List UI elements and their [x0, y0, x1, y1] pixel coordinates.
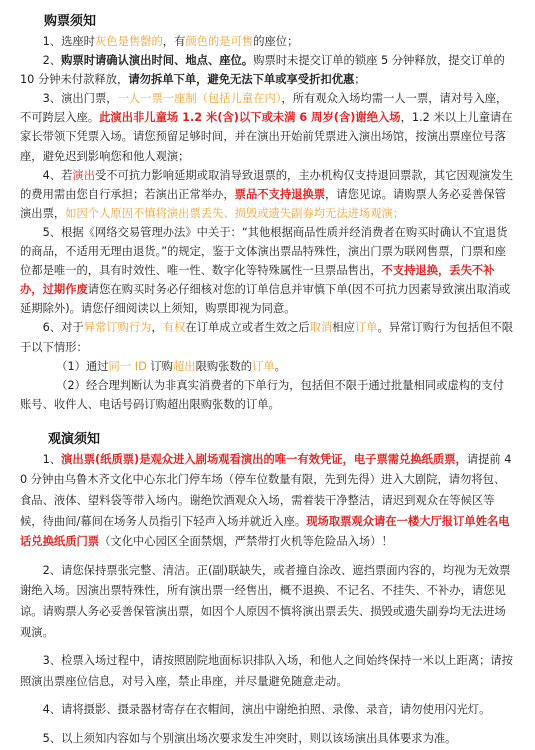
- viewing-notice-paragraph: [20, 729, 515, 750]
- text-run: 订单: [252, 359, 275, 373]
- text-run: 限购张数的: [195, 359, 253, 373]
- text-run: 4、若: [42, 168, 73, 182]
- text-run: 订单: [354, 321, 378, 335]
- text-run: 有权: [162, 321, 186, 335]
- viewing-notice-title: 观演须知: [48, 431, 101, 447]
- purchase-notice-sub-items: [20, 357, 515, 414]
- viewing-notice: [20, 430, 515, 750]
- text-run: 如因个人原因不慎将演出票丢失、损毁或遗失副券均无法进场观演；: [65, 206, 405, 220]
- text-run: 此演出非儿童场 1.2 米(含)以下或未满 6 周岁(含)谢绝入场: [99, 111, 401, 125]
- text-run: 3、演出门票，: [42, 92, 118, 106]
- purchase-notice-sub-item: [20, 376, 515, 414]
- text-run: 1、: [42, 452, 62, 466]
- text-run: 演出: [72, 168, 95, 182]
- purchase-notice-title: 购票须知: [44, 14, 97, 29]
- text-run: 不支持退换，丢失不补办，过期作废: [20, 264, 495, 297]
- text-run: ，所有观众入场均需一人一票，请对号入座，不可跨层入座。: [20, 92, 508, 125]
- purchase-notice-paragraph: [20, 51, 515, 89]
- text-run: （文化中心园区全面禁烟，严禁带打火机等危险品入场）！: [99, 535, 393, 549]
- text-run: 受不可抗力影响延期或取消导致退票的，主办机构仅支持退回票款，其它因观演发生的费用需由您自行承担；若演出正常举办，: [20, 168, 513, 201]
- purchase-notice-paragraph: [20, 166, 515, 223]
- text-run: 2、请您保持票张完整、清洁。正(副)联缺失，或者撞自涂改、遮挡票面内容的，均视为无效票谢绝入场。因演出票特殊性，所有演出票一经售出，概不退换、不记名、不挂失、不补办，请您见谅。请购票人务必妥善保管演出票，如因个人原因不慎将演出票丢失、损毁或遗失副券均无法进场观演。: [20, 563, 511, 639]
- text-run: ，请您见谅。请购票人务必妥善保管演出票，: [20, 187, 506, 220]
- text-run: （1）通过: [56, 359, 109, 373]
- text-run: 在订单成立或者生效之后: [185, 321, 310, 335]
- text-run: 相应: [332, 321, 355, 335]
- text-run: 。异常订购行为包括但不限于以下情形：: [20, 321, 514, 354]
- text-run: ，1.2 米以上儿童请在家长带领下凭票入场。请您预留足够时间，并在演出开始前凭票进入演出场馆，按演出票座位号落座，避免迟到影响您和他人观演；: [20, 111, 513, 163]
- text-run: 5、根据《网络交易管理办法》中关于：“其他根据商品性质并经消费者在购买时确认不宜退货的商品，不适用无理由退货。”的规定，鉴于文体演出票品特殊性，演出门票为联网售票，门票和座位都是唯一的，具有时效性、唯一性、数字化等特殊属性一旦票品售出，: [20, 225, 508, 278]
- text-run: 灰色是售罄的: [94, 35, 163, 48]
- purchase-notice-paragraph: [20, 318, 515, 356]
- text-run: 6、对于: [42, 321, 84, 335]
- text-run: 颜色的是可售: [185, 35, 254, 48]
- text-run: 票品不支持退换票: [234, 187, 326, 201]
- text-run: 1、选座时: [42, 35, 95, 48]
- text-run: （2）经合理判断认为非真实消费者的下单行为，包括但不限于通过批量相同或虚构的支付账号、收件人、电话号码订购超出限购张数的订单。: [20, 378, 504, 411]
- purchase-notice-paragraph: [20, 223, 515, 318]
- text-run: 超出: [172, 359, 196, 373]
- text-run: 演出票(纸质票)是观众进入剧场观看演出的唯一有效凭证，电子票需兑换纸质票，: [61, 452, 467, 466]
- text-run: 5、以上须知内容如与个别演出场次要求发生冲突时，则以该场演出具体要求为准。: [42, 732, 457, 745]
- text-run: 取消: [309, 321, 333, 335]
- text-run: 2、: [42, 54, 62, 68]
- text-run: 4、请将摄影、摄录器材寄存在衣帽间，演出中谢绝拍照、录像、录音，请勿使用闪光灯。: [42, 703, 491, 717]
- text-run: 订购: [146, 359, 173, 373]
- viewing-notice-paragraph: [20, 450, 515, 553]
- viewing-notice-paragraph: [20, 651, 515, 692]
- viewing-notice-paragraph: [20, 700, 515, 721]
- text-run: ，: [151, 321, 163, 335]
- text-run: 3、检票入场过程中，请按照剧院地面标识排队入场，和他人之间始终保持一米以上距离；请按照演出票座位信息，对号入座，禁止串座，并尽量避免随意走动。: [20, 654, 513, 688]
- purchase-notice-sub-item: [20, 357, 515, 376]
- text-run: 。: [274, 359, 286, 373]
- viewing-notice-paragraphs: [20, 450, 515, 750]
- text-run: 请您在购买时务必仔细核对您的订单信息并审慎下单(因不可抗力因素导致演出取消或延期除外)。请您仔细阅读以上须知，购票即视为同意。: [20, 283, 511, 316]
- purchase-notice-paragraph: [20, 32, 515, 51]
- text-run: 现场取票观众请在一楼大厅报订单姓名电话兑换纸质门票: [20, 514, 510, 549]
- text-run: 同一 ID: [108, 359, 147, 373]
- text-run: 购票时未提交订单的锁座 5 分钟释放，提交订单的 10 分钟未付款释放，: [20, 54, 505, 87]
- purchase-notice-paragraph: [20, 89, 515, 165]
- text-run: ，有: [162, 35, 186, 48]
- text-run: ；: [354, 73, 366, 87]
- text-run: 购票时请确认演出时间、地点、座位。: [61, 54, 254, 68]
- purchase-notice-paragraphs: [20, 32, 515, 357]
- text-run: 一人一票一座制（包括儿童在内）: [117, 92, 282, 106]
- viewing-notice-paragraph: [20, 561, 515, 643]
- text-run: 请提前 40 分钟由乌鲁木齐文化中心东北门停车场（停车位数量有限，先到先得）进入大剧院，请勿将包、食品、液体、望料袋等带入场内。谢绝饮酒观众入场，需着装干净整洁，请迟到观众在等候区等候，待曲间/幕间在场务人员指引下轻声入场并就近入座。: [20, 452, 512, 528]
- text-run: 请勿拆单下单，避免无法下单或享受折扣优惠: [128, 73, 355, 87]
- text-run: 异常订购行为: [83, 321, 152, 335]
- text-run: 的座位；: [253, 35, 299, 48]
- ticket-purchase-notice: [20, 12, 515, 414]
